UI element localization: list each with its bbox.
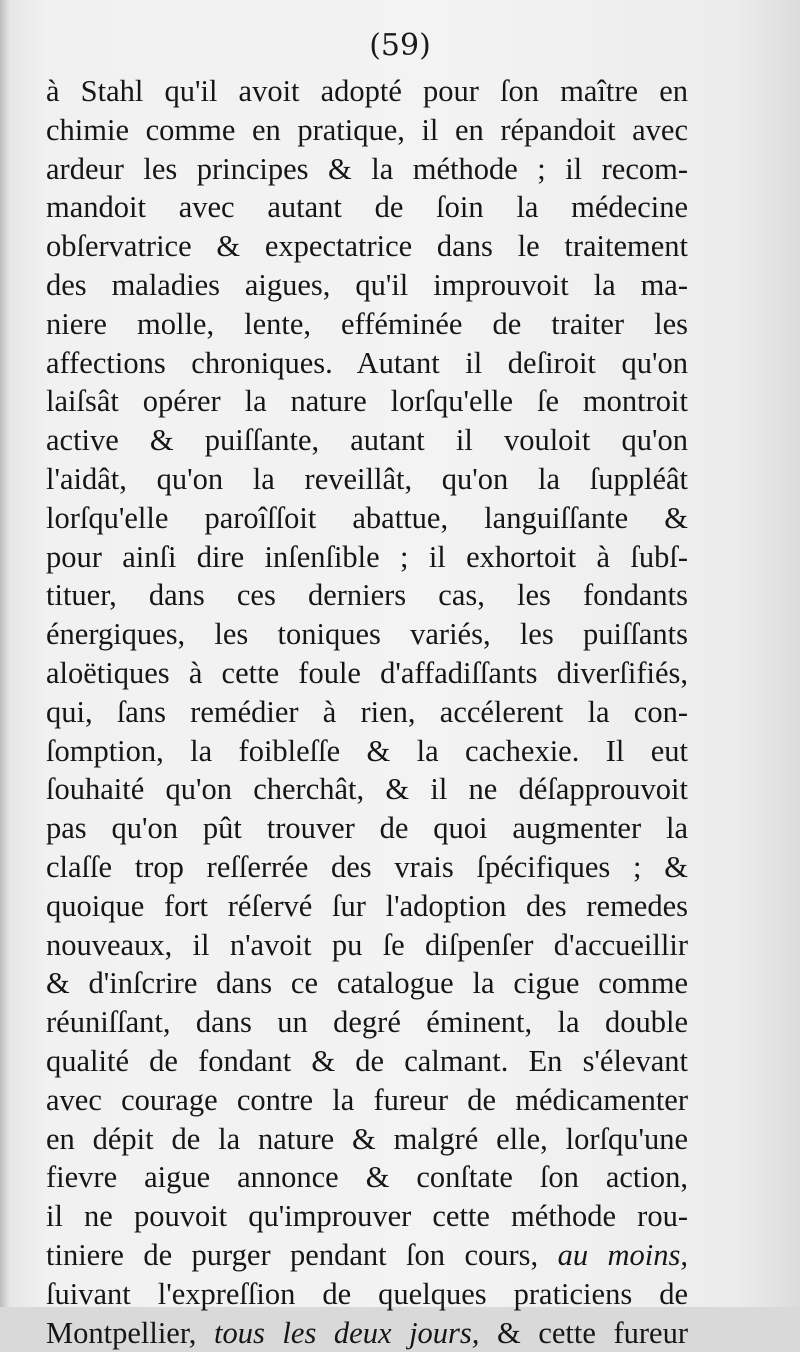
text-line: ſouhaité qu'on cherchât, & il ne déſapprouvoit xyxy=(46,770,688,809)
page-number: (59) xyxy=(0,28,800,63)
text-line: ſuivant l'expreſſion de quelques praticiens de xyxy=(46,1275,688,1314)
text-line: nouveaux, il n'avoit pu ſe diſpenſer d'accueillir xyxy=(46,926,688,965)
text-line: il ne pouvoit qu'improuver cette méthode rou- xyxy=(46,1197,688,1236)
text-line: pour ainſi dire inſenſible ; il exhortoit à ſubſ- xyxy=(46,538,688,577)
text-line: ſomption, la foibleſſe & la cachexie. Il eut xyxy=(46,732,688,771)
text-line: avec courage contre la fureur de médicamenter xyxy=(46,1081,688,1120)
text-line-mixed xyxy=(46,1236,688,1275)
text-segment: & cette fureur xyxy=(497,1316,688,1350)
text-line: pas qu'on pût trouver de quoi augmenter la xyxy=(46,809,688,848)
text-line: qualité de fondant & de calmant. En s'élevant xyxy=(46,1042,688,1081)
text-line: mandoit avec autant de ſoin la médecine xyxy=(46,188,688,227)
text-line: qui, ſans remédier à rien, accélerent la con- xyxy=(46,693,688,732)
text-line: laiſsât opérer la nature lorſqu'elle ſe montroit xyxy=(46,382,688,421)
text-line: des maladies aigues, qu'il improuvoit la ma- xyxy=(46,266,688,305)
text-line-mixed xyxy=(46,1314,688,1352)
text-line: & d'inſcrire dans ce catalogue la cigue comme xyxy=(46,964,688,1003)
text-line: obſervatrice & expectatrice dans le traitement xyxy=(46,227,688,266)
text-line: en dépit de la nature & malgré elle, lorſqu'une xyxy=(46,1120,688,1159)
text-line: aloëtiques à cette foule d'affadiſſants diverſifiés, xyxy=(46,654,688,693)
text-line: à Stahl qu'il avoit adopté pour ſon maître en xyxy=(46,72,688,111)
text-line: claſſe trop reſſerrée des vrais ſpécifiques ; & xyxy=(46,848,688,887)
text-line: fievre aigue annonce & conſtate ſon action, xyxy=(46,1158,688,1197)
italic-text: au moins, xyxy=(558,1238,688,1272)
text-line: ardeur les principes & la méthode ; il recom- xyxy=(46,150,688,189)
text-line: active & puiſſante, autant il vouloit qu'on xyxy=(46,421,688,460)
text-segment: Montpellier, xyxy=(46,1316,196,1350)
text-line: niere molle, lente, efféminée de traiter les xyxy=(46,305,688,344)
text-line: réuniſſant, dans un degré éminent, la double xyxy=(46,1003,688,1042)
italic-text: tous les deux jours, xyxy=(214,1316,479,1350)
text-line: affections chroniques. Autant il deſiroit qu'on xyxy=(46,344,688,383)
text-line: chimie comme en pratique, il en répandoit avec xyxy=(46,111,688,150)
page-binding-shadow xyxy=(0,0,10,1307)
body-text xyxy=(46,72,688,1352)
text-line: tituer, dans ces derniers cas, les fondants xyxy=(46,576,688,615)
text-line: quoique fort réſervé ſur l'adoption des remedes xyxy=(46,887,688,926)
text-line: l'aidât, qu'on la reveillât, qu'on la ſuppléât xyxy=(46,460,688,499)
text-line: lorſqu'elle paroîſſoit abattue, languiſſante & xyxy=(46,499,688,538)
text-line: énergiques, les toniques variés, les puiſſants xyxy=(46,615,688,654)
text-segment: tiniere de purger pendant ſon cours, xyxy=(46,1238,538,1272)
